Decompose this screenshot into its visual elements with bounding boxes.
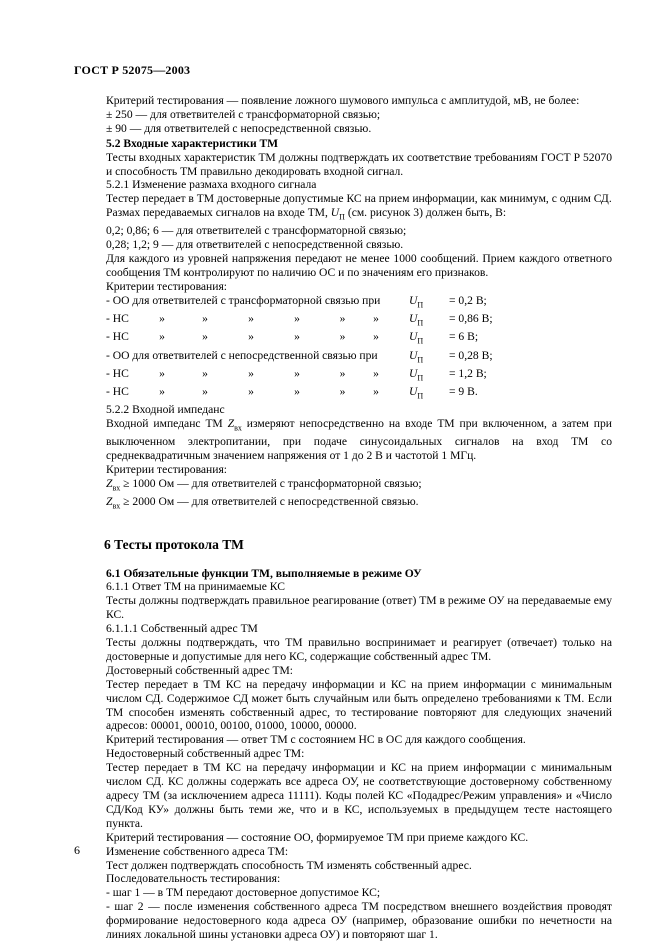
ditto-mark: » xyxy=(373,385,379,399)
ditto-mark: » xyxy=(202,330,208,344)
voltage-value: = 1,2 В; xyxy=(449,366,487,380)
paragraph: Тестер передает в ТМ КС на передачу информации и КС на прием информации с минимальным числом СД. Содержимое СД может быть случайным или быть определено требованиями к ТМ. Если ТМ способен изменять собственный адрес, то тестирование повторяют для следующих значений адресов: 00001, 00010, 00100, 01000, 10000, 00000. xyxy=(106,677,612,733)
voltage-value: = 0,2 В; xyxy=(449,294,487,307)
voltage-value: = 6 В; xyxy=(449,330,479,344)
paragraph: Для каждого из уровней напряжения передают не менее 1000 сообщений. Прием каждого ответного сообщения ТМ контролируют по наличию ОС и по значениям его признаков. xyxy=(106,252,612,280)
voltage-value: = 0,86 В; xyxy=(449,312,493,326)
voltage-symbol: $U_П$ xyxy=(409,330,424,346)
section-heading: 6.1 Обязательные функции ТМ, выполняемые в режиме ОУ xyxy=(106,566,422,580)
ditto-mark: » xyxy=(339,385,346,399)
page-number: 6 xyxy=(74,843,80,857)
paragraph: Критерии тестирования: xyxy=(106,463,227,477)
voltage-symbol: $U_П$ xyxy=(409,294,424,310)
paragraph: Размах передаваемых сигналов на входе ТМ, $U_П$ (см. рисунок 3) должен быть, В: xyxy=(106,206,507,222)
paragraph: $Z_{вх} \ge 1000$ Ом — для ответвителей с трансформаторной связью; xyxy=(106,477,422,493)
criteria-list xyxy=(106,294,612,403)
voltage-symbol: $U_П$ xyxy=(409,366,424,383)
paragraph: Изменение собственного адреса ТМ: xyxy=(106,844,289,858)
criteria-label: - ОО для ответвителей с трансформаторной связью при xyxy=(106,294,381,307)
criteria-row xyxy=(106,312,612,330)
page-body xyxy=(106,94,612,942)
section-heading: 5.2 Входные характеристики ТМ xyxy=(106,136,279,150)
paragraph: Критерий тестирования — состояние ОО, формируемое ТМ при приеме каждого КС. xyxy=(106,830,529,844)
subsection-heading: 5.2.2 Входной импеданс xyxy=(106,403,225,417)
paragraph: Критерий тестирования — появление ложного шумового импульса с амплитудой, мВ, не более: xyxy=(106,94,580,107)
paragraph: Недостоверный собственный адрес ТМ: xyxy=(106,747,305,761)
paragraph: Критерий тестирования — ответ ТМ с состоянием НС в ОС для каждого сообщения. xyxy=(106,733,526,747)
ditto-mark: » xyxy=(294,312,300,326)
paragraph: Тест должен подтверждать способность ТМ изменять собственный адрес. xyxy=(106,858,472,872)
list-item: - шаг 1 — в ТМ передают достоверное допустимое КС; xyxy=(106,886,381,900)
ditto-mark: » xyxy=(248,330,254,344)
ditto-mark: » xyxy=(339,312,346,326)
ditto-mark: » xyxy=(339,366,346,380)
paragraph: $Z_{вх} \ge 2000$ Ом — для ответвителей с непосредственной связью. xyxy=(106,495,419,511)
ditto-mark: » xyxy=(202,366,208,380)
ditto-mark: » xyxy=(339,330,346,344)
ditto-mark: » xyxy=(159,385,165,399)
criteria-row xyxy=(106,294,612,312)
list-item: - шаг 2 — после изменения собственного адреса ТМ посредством внешнего воздействия проводят формирование недостоверного кода адреса ОУ (например, образование ошибки по нечетности на линиях локальной шины установки адреса ОУ) и повторяют шаг 1. xyxy=(106,900,612,942)
paragraph: Тесты входных характеристик ТМ должны подтверждать их соответствие требованиям ГОСТ Р 52070 и способность ТМ правильно декодировать входной сигнал. xyxy=(106,150,612,178)
document-header: ГОСТ Р 52075—2003 xyxy=(74,63,191,77)
ditto-mark: » xyxy=(248,366,254,380)
paragraph: Тесты должны подтверждать правильное реагирование (ответ) ТМ в режиме ОУ на передаваемые ему КС. xyxy=(106,594,612,622)
voltage-symbol: $U_П$ xyxy=(409,348,424,364)
ditto-mark: » xyxy=(202,312,208,326)
criteria-label: - НС xyxy=(106,312,129,326)
voltage-symbol: $U_П$ xyxy=(409,385,424,401)
criteria-row xyxy=(106,330,612,348)
paragraph: Последовательность тестирования: xyxy=(106,872,281,886)
criteria-label: - НС xyxy=(106,330,129,344)
chapter-heading: 6 Тесты протокола ТМ xyxy=(104,536,244,552)
ditto-mark: » xyxy=(248,312,254,326)
ditto-mark: » xyxy=(202,385,208,399)
paragraph: 0,28; 1,2; 9 — для ответвителей с непосредственной связью. xyxy=(106,238,404,252)
criteria-label: - НС xyxy=(106,366,129,380)
criteria-row xyxy=(106,385,612,403)
criteria-row xyxy=(106,349,612,367)
ditto-mark: » xyxy=(294,366,300,380)
paragraph: ± 250 — для ответвителей с трансформаторной связью; xyxy=(106,107,381,121)
ditto-mark: » xyxy=(294,385,300,399)
ditto-mark: » xyxy=(159,366,165,380)
subsection-heading: 6.1.1 Ответ ТМ на принимаемые КС xyxy=(106,580,285,594)
criteria-label: - ОО для ответвителей с непосредственной связью при xyxy=(106,348,378,362)
ditto-mark: » xyxy=(373,366,379,380)
criteria-row xyxy=(106,367,612,385)
paragraph: Входной импеданс ТМ $Z_{вх}$ измеряют непосредственно на входе ТМ при включенном, а затем при выключенном электропитании, при подаче синусоидальных сигналов на вход ТМ со среднеквадратичным значением напряжения от 1 до 2 В и частотой 1 МГц. xyxy=(106,417,613,463)
voltage-symbol: $U_П$ xyxy=(409,312,424,328)
paragraph: Тестер передает в ТМ КС на передачу информации и КС на прием информации с минимальным числом СД. КС должны содержать все адреса ОУ, не соответствующие достоверному собственному адресу ТМ (за исключением адреса 11111). Коды полей КС «Подадрес/Режим управления» и «Число СД/Код КУ» должны быть теми же, что и в КС, используемых в предыдущем тесте настоящего пункта. xyxy=(106,761,612,830)
ditto-mark: » xyxy=(248,385,254,399)
ditto-mark: » xyxy=(294,330,300,344)
voltage-value: = 0,28 В; xyxy=(449,348,493,362)
paragraph: 0,2; 0,86; 6 — для ответвителей с трансформаторной связью; xyxy=(106,224,407,238)
criteria-label: - НС xyxy=(106,385,129,399)
paragraph: Тесты должны подтверждать, что ТМ правильно воспринимает и реагирует (отвечает) только на достоверные и допустимые для него КС, содержащие собственный адрес ТМ. xyxy=(106,636,612,663)
paragraph: Достоверный собственный адрес ТМ: xyxy=(106,663,293,677)
paragraph: Критерии тестирования: xyxy=(106,280,227,294)
subsection-heading: 6.1.1.1 Собственный адрес ТМ xyxy=(106,622,258,636)
ditto-mark: » xyxy=(159,330,165,344)
ditto-mark: » xyxy=(159,312,165,326)
ditto-mark: » xyxy=(373,312,379,326)
voltage-value: = 9 В. xyxy=(449,385,478,399)
subsection-heading: 5.2.1 Изменение размаха входного сигнала xyxy=(106,178,317,192)
ditto-mark: » xyxy=(373,330,379,344)
paragraph: ± 90 — для ответвителей с непосредственной связью. xyxy=(106,121,372,135)
paragraph: Тестер передает в ТМ достоверные допустимые КС на прием информации, как минимум, с одним СД. xyxy=(106,192,612,206)
